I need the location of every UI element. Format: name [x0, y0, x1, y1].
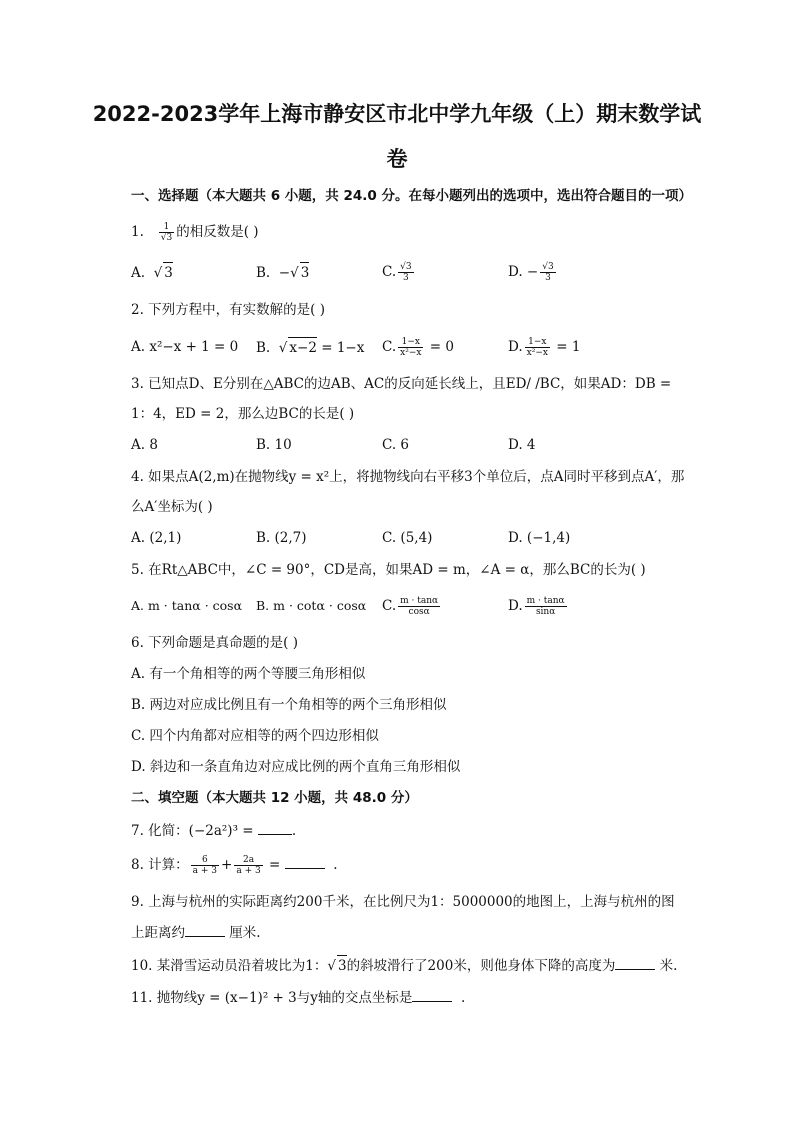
q4-option-a: A. (2,1) [131, 530, 182, 546]
q2-option-b: B. √ x−2 = 1−x [256, 337, 364, 358]
q4-option-c: C. (5,4) [382, 530, 433, 546]
q8-answer-blank [285, 854, 325, 869]
q4-option-d: D. (−1,4) [508, 530, 571, 546]
q11-answer-blank [412, 987, 452, 1002]
question-2: 2. 下列方程中，有实数解的是( ) [131, 302, 325, 318]
q1-option-a: A. √ 3 [131, 262, 173, 283]
q4-option-b: B. (2,7) [256, 530, 307, 546]
q5-option-d: D. $\frac{m \cdot \tan\alpha}{\sin\alpha}$ [508, 596, 565, 617]
q1-option-d: D. − $\frac{√3}{3}$ [508, 262, 554, 283]
q1-fraction: $\frac{1}{√3}$ [160, 222, 173, 243]
exam-title [80, 92, 714, 182]
q5-option-a: A. m · tanα · cosα [131, 598, 243, 613]
question-9-line-1: 9. 上海与杭州的实际距离约200千米，在比例尺为1：5000000的地图上，上海与杭州的图 [131, 894, 675, 910]
q6-option-a: A. 有一个角相等的两个等腰三角形相似 [131, 666, 366, 682]
title-line-1: 2022-2023学年上海市静安区市北中学九年级（上）期末数学试 [92, 102, 702, 126]
question-8: 8. 计算： $\frac{6}{a + 3}$ + $\frac{2a}{a + 3}$ = . [131, 855, 338, 876]
q2-option-c: C. $\frac{1-x}{\text{x²−x}}$ = 0 [382, 337, 454, 358]
question-11: 11. 抛物线y = (x−1)² + 3与y轴的交点坐标是 . [131, 987, 465, 1008]
question-4-line-2: 么A′坐标为( ) [131, 499, 213, 515]
question-4-line-1: 4. 如果点A(2,m)在抛物线y = x²上，将抛物线向右平移3个单位后，点A同时平移到点A′，那 [131, 469, 685, 485]
q3-option-c: C. 6 [382, 437, 410, 453]
q6-option-d: D. 斜边和一条直角边对应成比例的两个直角三角形相似 [131, 759, 461, 775]
question-10: 10. 某滑雪运动员沿着坡比为1：√ 3的斜坡滑行了200米，则他身体下降的高度为 米. [131, 955, 677, 976]
q3-option-d: D. 4 [508, 437, 536, 453]
q7-answer-blank [258, 820, 292, 835]
question-7: 7. 化简：(−2a²)³ = . [131, 820, 296, 841]
question-6: 6. 下列命题是真命题的是( ) [131, 635, 298, 651]
q3-option-b: B. 10 [256, 437, 292, 453]
q1-option-b: B. −√ 3 [256, 262, 309, 283]
question-9-line-2: 上距离约 厘米. [131, 922, 261, 943]
q3-option-a: A. 8 [131, 437, 158, 453]
q6-option-b: B. 两边对应成比例且有一个角相等的两个三角形相似 [131, 697, 447, 713]
section-fill-heading: 二、填空题（本大题共 12 小题，共 48.0 分） [131, 790, 418, 806]
title-line-2: 卷 [386, 147, 408, 171]
q2-option-d: D. $\frac{1-x}{\text{x²−x}}$ = 1 [508, 337, 581, 358]
q2-option-a: A. x²−x + 1 = 0 [131, 339, 239, 355]
q1-option-c: C. $\frac{√3}{3}$ [382, 262, 412, 283]
q6-option-c: C. 四个内角都对应相等的两个四边形相似 [131, 728, 379, 744]
question-1: 1. $\frac{1}{√3}$ 的相反数是( ) [131, 222, 259, 243]
question-3-line-1: 3. 已知点D、E分别在△ABC的边AB、AC的反向延长线上，且ED/ /BC，如果AD：DB = [131, 376, 672, 392]
question-5: 5. 在Rt△ABC中，∠C = 90°，CD是高，如果AD = m，∠A = α，那么BC的长为( ) [131, 562, 646, 578]
q9-answer-blank [185, 922, 225, 937]
q10-answer-blank [615, 955, 655, 970]
section-choice-heading: 一、选择题（本大题共 6 小题，共 24.0 分。在每小题列出的选项中，选出符合题目的一项） [131, 188, 693, 204]
q5-option-b: B. m · cotα · cosα [256, 598, 367, 613]
q5-option-c: C. $\frac{m \cdot \tan\alpha}{\cos\alpha}$ [382, 596, 439, 617]
question-3-line-2: 1：4，ED = 2，那么边BC的长是( ) [131, 406, 355, 422]
